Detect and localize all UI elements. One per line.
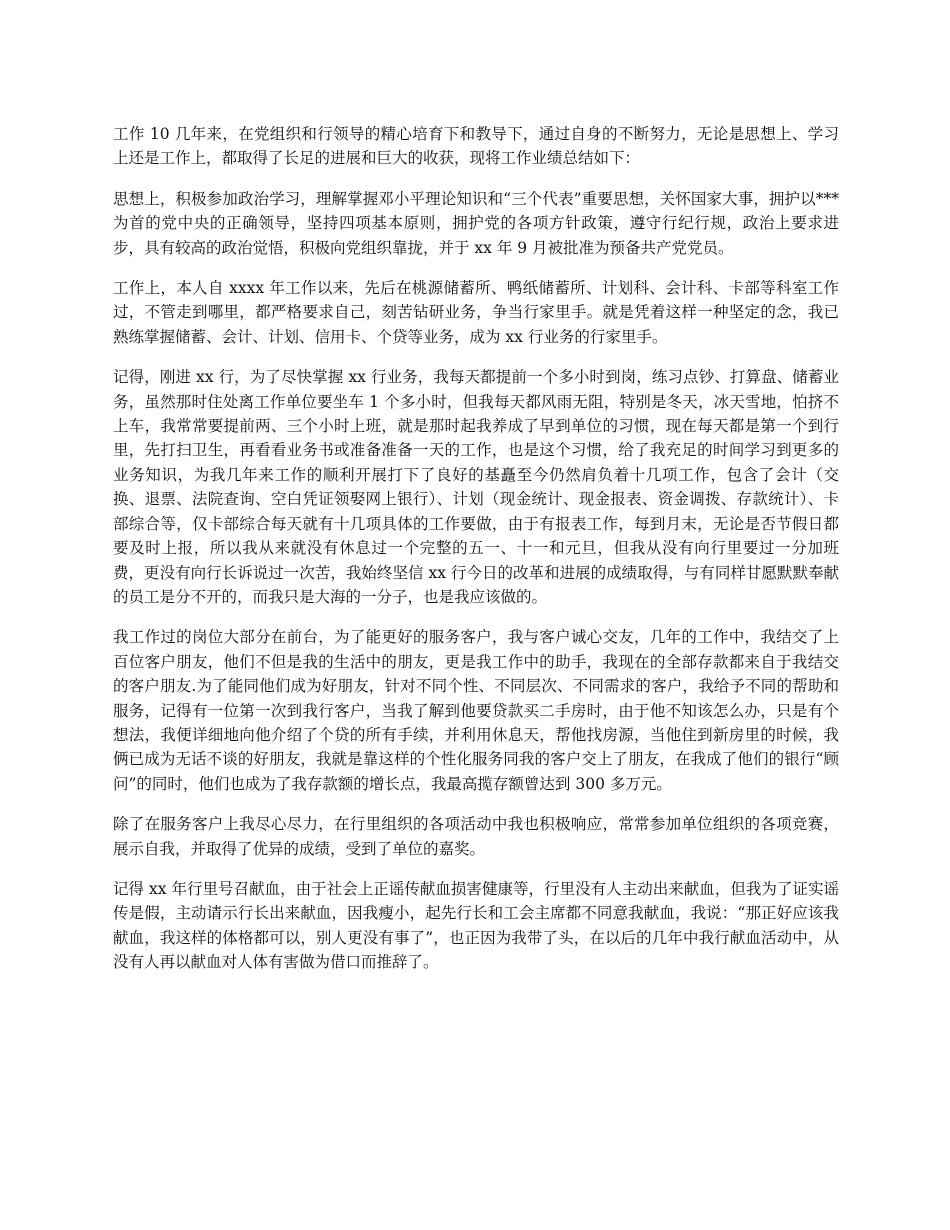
- paragraph-blood-donation: 记得 xx 年行里号召献血，由于社会上正谣传献血损害健康等，行里没有人主动出来献血，但我为了证实谣传是假，主动请示行长出来献血，因我瘦小，起先行长和工会主席都不同意我献血，我说：“那正好应该我献血，我这样的体格都可以，别人更没有事了”，也正因为我带了头，在以后的几年中我行献血活动中，从没有人再以献血对人体有害做为借口而推辞了。: [113, 879, 839, 972]
- paragraph-ideology: 思想上，积极参加政治学习，理解掌握邓小平理论知识和“三个代表”重要思想，关怀国家大事，拥护以***为首的党中央的正确领导，坚持四项基本原则，拥护党的各项方针政策，遵守行纪行规，政治上要求进步，具有较高的政治觉悟，积极向党组织靠拢，并于 xx 年 9 月被批准为预备共产党党员。: [113, 189, 839, 257]
- paragraph-work: 工作上，本人自 xxxx 年工作以来，先后在桃源储蓄所、鸭纸储蓄所、计划科、会计科、卡部等科室工作过，不管走到哪里，都严格要求自己，刻苦钻研业务，争当行家里手。就是凭着这样一种坚定的念，我已熟练掌握储蓄、会计、计划、信用卡、个贷等业务，成为 xx 行业务的行家里手。: [113, 279, 839, 346]
- paragraph-activities: 除了在服务客户上我尽心尽力，在行里组织的各项活动中我也积极响应，常常参加单位组织的各项竞赛，展示自我，并取得了优异的成绩，受到了单位的嘉奖。: [113, 815, 839, 858]
- paragraph-early-days: 记得，刚进 xx 行，为了尽快掌握 xx 行业务，我每天都提前一个多小时到岗，练习点钞、打算盘、储蓄业务，虽然那时住处离工作单位要坐车 1 个多小时，但我每天都风雨无阻，特别是冬天，冰天雪地，怕挤不上车，我常常要提前两、三个小时上班，就是那时起我养成了早到单位的习惯，现在每天都是第一个到行里，先打扫卫生，再看看业务书或准备准备一天的工作，也是这个习惯，给了我充足的时间学习到更多的业务知识，为我几年来工作的顺利开展打下了良好的基矗至今仍然肩负着十几项工作，包含了会计（交换、退票、法院查询、空白凭证领娶网上银行）、计划（现金统计、现金报表、资金调拨、存款统计）、卡部综合等，仅卡部综合每天就有十几项具体的工作要做，由于有报表工作，每到月末，无论是否节假日都要及时上报，所以我从来就没有休息过一个完整的五一、十一和元旦，但我从没有向行里要过一分加班费，更没有向行长诉说过一次苦，我始终坚信 xx 行今日的改革和进展的成绩取得，与有同样甘愿默默奉献的员工是分不开的，而我只是大海的一分子，也是我应该做的。: [113, 368, 839, 606]
- paragraph-customers: 我工作过的岗位大部分在前台，为了能更好的服务客户，我与客户诚心交友，几年的工作中，我结交了上百位客户朋友，他们不但是我的生活中的朋友，更是我工作中的助手，我现在的全部存款都来自于我结交的客户朋友.为了能同他们成为好朋友，针对不同个性、不同层次、不同需求的客户，我给予不同的帮助和服务，记得有一位第一次到我行客户，当我了解到他要贷款买二手房时，由于他不知该怎么办，只是有个想法，我便详细地向他介绍了个贷的所有手续，并利用休息天，帮他找房源，当他住到新房里的时候，我俩已成为无话不谈的好朋友，我就是靠这样的个性化服务同我的客户交上了朋友，在我成了他们的银行“顾问”的同时，他们也成为了我存款额的增长点，我最高揽存额曾达到 300 多万元。: [113, 628, 839, 793]
- paragraph-intro: 工作 10 几年来，在党组织和行领导的精心培育下和教导下，通过自身的不断努力，无论是思想上、学习上还是工作上，都取得了长足的进展和巨大的收获，现将工作业绩总结如下：: [113, 125, 839, 168]
- document-body: [113, 122, 839, 991]
